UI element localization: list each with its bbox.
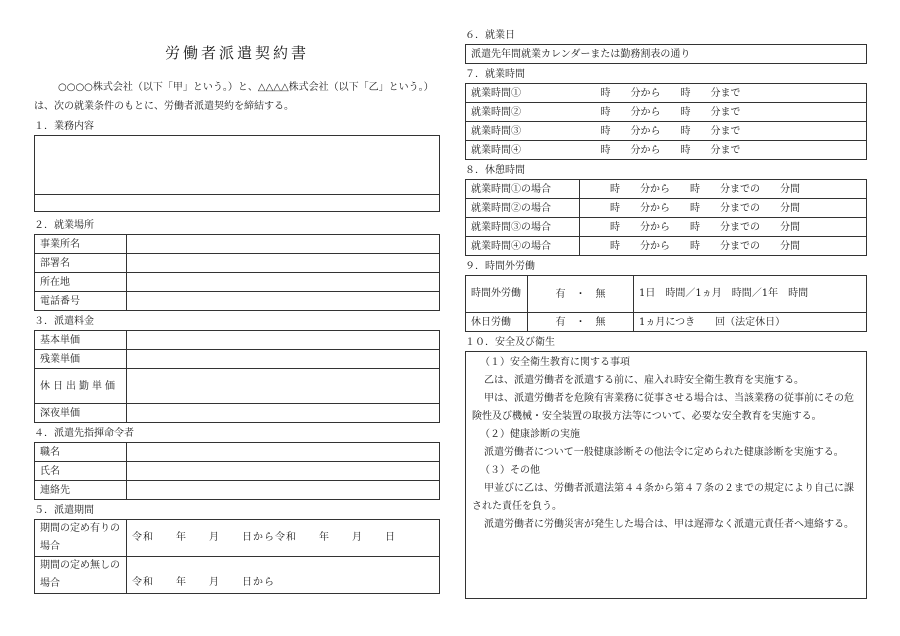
workplace-label: 部署名 [35,254,127,273]
table-row [466,237,867,256]
table-row [466,180,867,199]
work-hours-label: 就業時間④ [466,141,596,160]
work-hours-value[interactable]: 時 分から 時 分まで [596,103,867,122]
section-heading-6: ６．就業日 [465,30,515,41]
safety-paragraph-3: 派遣労働者について一般健康診断その他法令に定められた健康診断を実施する。 [484,447,844,458]
break-time-value[interactable]: 時 分から 時 分までの 分間 [580,180,867,199]
fee-value-field[interactable] [127,350,440,369]
workday-table [465,44,867,64]
table-row [466,103,867,122]
safety-health-box [465,351,867,599]
workplace-value-field[interactable] [127,254,440,273]
table-row [466,218,867,237]
table-row [35,443,440,462]
business-content-field[interactable] [35,136,440,195]
table-row [35,520,440,557]
business-content-table [34,135,440,212]
work-hours-value[interactable]: 時 分から 時 分まで [596,141,867,160]
section-heading-4: ４．派遣先指揮命令者 [34,428,134,439]
overtime-limit-value[interactable]: 1日 時間／1ヵ月 時間／1年 時間 [634,276,867,313]
right-column [465,0,867,599]
supervisor-label: 連絡先 [35,481,127,500]
left-column [34,0,440,594]
section-heading-9: ９．時間外労働 [465,261,535,272]
break-time-label: 就業時間①の場合 [466,180,580,199]
break-time-label: 就業時間④の場合 [466,237,580,256]
section-heading-7: ７．就業時間 [465,69,525,80]
fee-label: 残業単価 [35,350,127,369]
period-fixed-value[interactable]: 令和 年 月 日から令和 年 月 日 [127,520,440,557]
holiday-work-label: 休日労働 [466,313,528,332]
workplace-label: 事業所名 [35,235,127,254]
section-heading-10: １０．安全及び衛生 [465,337,555,348]
business-content-field-extra[interactable] [35,195,440,212]
period-open-value[interactable]: 令和 年 月 日から [127,557,440,594]
overtime-label: 時間外労働 [466,276,528,313]
safety-paragraph-2: 甲は、派遣労働者を危険有害業務に従事させる場合は、当該業務の従事前にその危険性及び機械・安全装置の取扱方法等について、必要な安全教育を実施する。 [472,393,854,422]
table-row [35,481,440,500]
workplace-table [34,234,440,311]
table-row [35,254,440,273]
safety-paragraph-5: 派遣労働者に労働災害が発生した場合は、甲は遅滞なく派遣元責任者へ連絡する。 [484,519,854,530]
workplace-label: 所在地 [35,273,127,292]
fee-value-field[interactable] [127,369,440,404]
table-row [35,292,440,311]
table-row [35,331,440,350]
safety-subheading-1: （１）安全衛生教育に関する事項 [480,357,630,368]
safety-subheading-2: （２）健康診断の実施 [480,429,580,440]
section-heading-2: ２．就業場所 [34,220,94,231]
table-row [35,273,440,292]
intro-paragraph: ○○○○株式会社（以下「甲」という。）と、△△△△株式会社（以下「乙」という。）は、次の就業条件のもとに、労働者派遣契約を締結する。 [34,82,434,112]
work-hours-value[interactable]: 時 分から 時 分まで [596,122,867,141]
work-hours-label: 就業時間① [466,84,596,103]
table-row [35,369,440,404]
fee-value-field[interactable] [127,404,440,423]
workplace-value-field[interactable] [127,273,440,292]
overtime-choice[interactable]: 有 ・ 無 [528,276,634,313]
break-time-value[interactable]: 時 分から 時 分までの 分間 [580,218,867,237]
table-row [466,313,867,332]
table-row [466,276,867,313]
workplace-value-field[interactable] [127,292,440,311]
supervisor-label: 職名 [35,443,127,462]
work-hours-label: 就業時間③ [466,122,596,141]
table-row [466,84,867,103]
section-heading-3: ３．派遣料金 [34,316,94,327]
table-row [35,350,440,369]
break-time-label: 就業時間③の場合 [466,218,580,237]
table-row [466,199,867,218]
section-heading-5: ５．派遣期間 [34,505,94,516]
table-row [35,557,440,594]
safety-paragraph-4: 甲並びに乙は、労働者派遣法第４４条から第４７条の２までの規定により自己に課された責任を負う。 [472,483,854,512]
table-row [466,45,867,64]
overtime-table [465,275,867,332]
break-time-label: 就業時間②の場合 [466,199,580,218]
period-table [34,519,440,594]
work-hours-label: 就業時間② [466,103,596,122]
supervisor-value-field[interactable] [127,481,440,500]
break-time-table [465,179,867,256]
holiday-work-choice[interactable]: 有 ・ 無 [528,313,634,332]
page-title: 労働者派遣契約書 [164,44,309,62]
table-row [466,141,867,160]
section-heading-8: ８．休憩時間 [465,165,525,176]
period-fixed-label: 期間の定め有りの場合 [35,520,127,557]
workplace-value-field[interactable] [127,235,440,254]
table-row [35,462,440,481]
break-time-value[interactable]: 時 分から 時 分までの 分間 [580,199,867,218]
fee-label: 休日出勤単価 [35,369,127,404]
fee-label: 深夜単価 [35,404,127,423]
table-row [35,404,440,423]
supervisor-table [34,442,440,500]
section-heading-1: １．業務内容 [34,121,94,132]
fee-label: 基本単価 [35,331,127,350]
table-row [35,235,440,254]
supervisor-label: 氏名 [35,462,127,481]
fee-table [34,330,440,423]
fee-value-field[interactable] [127,331,440,350]
safety-paragraph-1: 乙は、派遣労働者を派遣する前に、雇入れ時安全衛生教育を実施する。 [484,375,804,386]
workplace-label: 電話番号 [35,292,127,311]
work-hours-table [465,83,867,160]
holiday-work-value[interactable]: 1ヵ月につき 回（法定休日） [634,313,867,332]
break-time-value[interactable]: 時 分から 時 分までの 分間 [580,237,867,256]
supervisor-value-field[interactable] [127,443,440,462]
supervisor-value-field[interactable] [127,462,440,481]
safety-subheading-3: （３）その他 [480,465,540,476]
table-row [466,122,867,141]
period-open-label: 期間の定め無しの場合 [35,557,127,594]
work-hours-value[interactable]: 時 分から 時 分まで [596,84,867,103]
workday-value[interactable]: 派遣先年間就業カレンダーまたは勤務割表の通り [466,45,867,64]
